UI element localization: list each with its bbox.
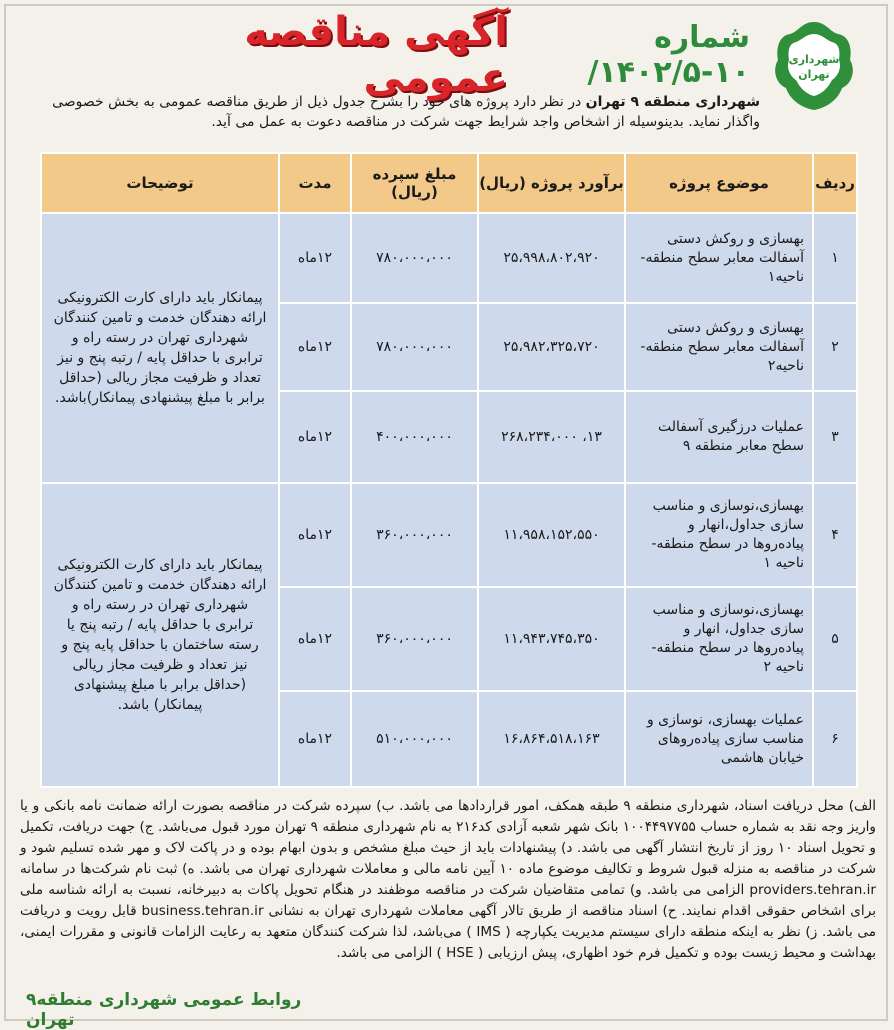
header-subject: موضوع پروژه: [625, 153, 813, 213]
project-subject: بهسازی و روکش دستی آسفالت معابر سطح منطقه-ناحیه۲: [625, 303, 813, 391]
duration: ۱۲ماه: [279, 213, 351, 303]
project-estimate: ۱۱،۹۵۸،۱۵۲،۵۵۰: [478, 483, 625, 587]
project-estimate: ۲۵،۹۸۲،۳۲۵،۷۲۰: [478, 303, 625, 391]
deposit-amount: ۳۶۰،۰۰۰،۰۰۰: [351, 587, 478, 691]
project-subject: عملیات بهسازی، نوسازی و مناسب سازی پیاده‌روهای خیابان هاشمی: [625, 691, 813, 787]
public-relations-signature: روابط عمومی شهرداری منطقه۹ تهران: [26, 990, 302, 1030]
project-estimate: ۱۳، ۲۶۸،۲۳۴،۰۰۰: [478, 391, 625, 483]
duration: ۱۲ماه: [279, 483, 351, 587]
announcement-number: شماره ۱۰-۱۴۰۲/۵/: [587, 20, 750, 90]
notes-group-2: پیمانکار باید دارای کارت الکترونیکی ارائه دهندگان خدمت و تامین کنندگان شهرداری تهران در رسته راه و ترابری با حداقل پایه / رتبه پنج یا رسته ساختمان با حداقل پایه پنج و نیز تعداد و ظرفیت مجاز ریالی (حداقل برابر با مبلغ پیشنهادی پیمانکار) باشد.: [41, 483, 279, 787]
duration: ۱۲ماه: [279, 587, 351, 691]
duration: ۱۲ماه: [279, 391, 351, 483]
project-subject: بهسازی و روکش دستی آسفالت معابر سطح منطقه-ناحیه۱: [625, 213, 813, 303]
intro-paragraph: [20, 92, 760, 132]
deposit-amount: ۷۸۰،۰۰۰،۰۰۰: [351, 213, 478, 303]
project-estimate: ۱۶،۸۶۴،۵۱۸،۱۶۳: [478, 691, 625, 787]
svg-text:تهران: تهران: [798, 68, 830, 81]
project-estimate: ۱۱،۹۴۳،۷۴۵،۳۵۰: [478, 587, 625, 691]
project-estimate: ۲۵،۹۹۸،۸۰۲،۹۲۰: [478, 213, 625, 303]
project-subject: عملیات درزگیری آسفالت سطح معابر منطقه ۹: [625, 391, 813, 483]
deposit-amount: ۷۸۰،۰۰۰،۰۰۰: [351, 303, 478, 391]
tehran-municipality-logo-icon: [770, 16, 858, 116]
header-row-number: ردیف: [813, 153, 857, 213]
row-number: ۶: [813, 691, 857, 787]
table-header-row: [41, 153, 857, 213]
svg-text:شهرداری: شهرداری: [788, 53, 840, 66]
terms-paragraph: الف) محل دریافت اسناد، شهرداری منطقه ۹ طبقه همکف، امور قراردادها می باشد. ب) سپرده شرکت در مناقصه بصورت ارائه ضمانت نامه بانکی و یا واریز وجه نقد به شماره حساب ۱۰۰۴۴۹۷۷۵۵ بانک شهر شعبه آزادی کد۲۱۶ به نام شهرداری منطقه ۹ تهران مورد قبول می‌باشد. ج) جهت دریافت، تکمیل و تحویل اسناد ۱۰ روز از تاریخ انتشار آگهی می باشد. د) پیشنهادات باید از حیث مبلغ مشخص و بدون ابهام بوده و در پاکت لاک و مهر شده تسلیم شود و شرکت در مناقصه به منزله قبول شروط و تکالیف موضوع ماده ۱۰ آیین نامه مالی و معاملات شهرداری تهران می باشد. ه) ثبت نام شرکت‌ها در سامانه providers.tehran.ir الزامی می باشد. و) تمامی متقاضیان شرکت در مناقصه موظفند در هنگام تحویل پاکات به دبیرخانه، نسبت به ارائه شناسه ملی برای اشخاص حقوقی اقدام نمایند. ح) اسناد مناقصه از طریق تالار آگهی معاملات شهرداری تهران به نشانی business.tehran.ir قابل رویت و دریافت می باشد. ز) نظر به اینکه منطقه دارای سیستم مدیریت یکپارچه ( IMS ) می‌باشد، لذا شرکت کنندگان متعهد به رعایت الزامات قانونی و مقررات ایمنی، بهداشت و محیط زیست بوده و تکمیل فرم خود اظهاری، پیش ارزیابی ( HSE ) الزامی می باشد.: [20, 798, 876, 961]
deposit-amount: ۴۰۰،۰۰۰،۰۰۰: [351, 391, 478, 483]
intro-text: در نظر دارد پروژه های خود را بشرح جدول ذیل از طریق مناقصه عمومی به بخش خصوصی واگذار نماید. بدینوسیله از اشخاص واجد شرایط جهت شرکت در مناقصه دعوت به عمل می آید.: [52, 94, 760, 130]
duration: ۱۲ماه: [279, 303, 351, 391]
header-estimate: برآورد پروژه (ریال): [478, 153, 625, 213]
row-number: ۵: [813, 587, 857, 691]
announcement-title: [150, 9, 750, 101]
header-deposit: مبلغ سپرده (ریال): [351, 153, 478, 213]
page-title: آگهی مناقصه عمومی: [244, 9, 508, 101]
header-notes: توضیحات: [41, 153, 279, 213]
project-subject: بهسازی،نوسازی و مناسب سازی جداول،انهار و پیاده‌روها در سطح منطقه-ناحیه ۱: [625, 483, 813, 587]
header-duration: مدت: [279, 153, 351, 213]
notes-group-1: پیمانکار باید دارای کارت الکترونیکی ارائه دهندگان خدمت و تامین کنندگان شهرداری تهران در رسته راه و ترابری با حداقل پایه / رتبه پنج و نیز تعداد و ظرفیت مجاز ریالی (حداقل برابر با مبلغ پیشنهادی پیمانکار)باشد.: [41, 213, 279, 483]
project-subject: بهسازی،نوسازی و مناسب سازی جداول، انهار و پیاده‌روها در سطح منطقه-ناحیه ۲: [625, 587, 813, 691]
deposit-amount: ۳۶۰،۰۰۰،۰۰۰: [351, 483, 478, 587]
deposit-amount: ۵۱۰،۰۰۰،۰۰۰: [351, 691, 478, 787]
intro-bold: شهرداری منطقه ۹ تهران: [585, 94, 760, 110]
tender-table: [40, 152, 858, 788]
row-number: ۲: [813, 303, 857, 391]
duration: ۱۲ماه: [279, 691, 351, 787]
table-row: [41, 483, 857, 587]
row-number: ۴: [813, 483, 857, 587]
table-row: [41, 213, 857, 303]
row-number: ۳: [813, 391, 857, 483]
row-number: ۱: [813, 213, 857, 303]
